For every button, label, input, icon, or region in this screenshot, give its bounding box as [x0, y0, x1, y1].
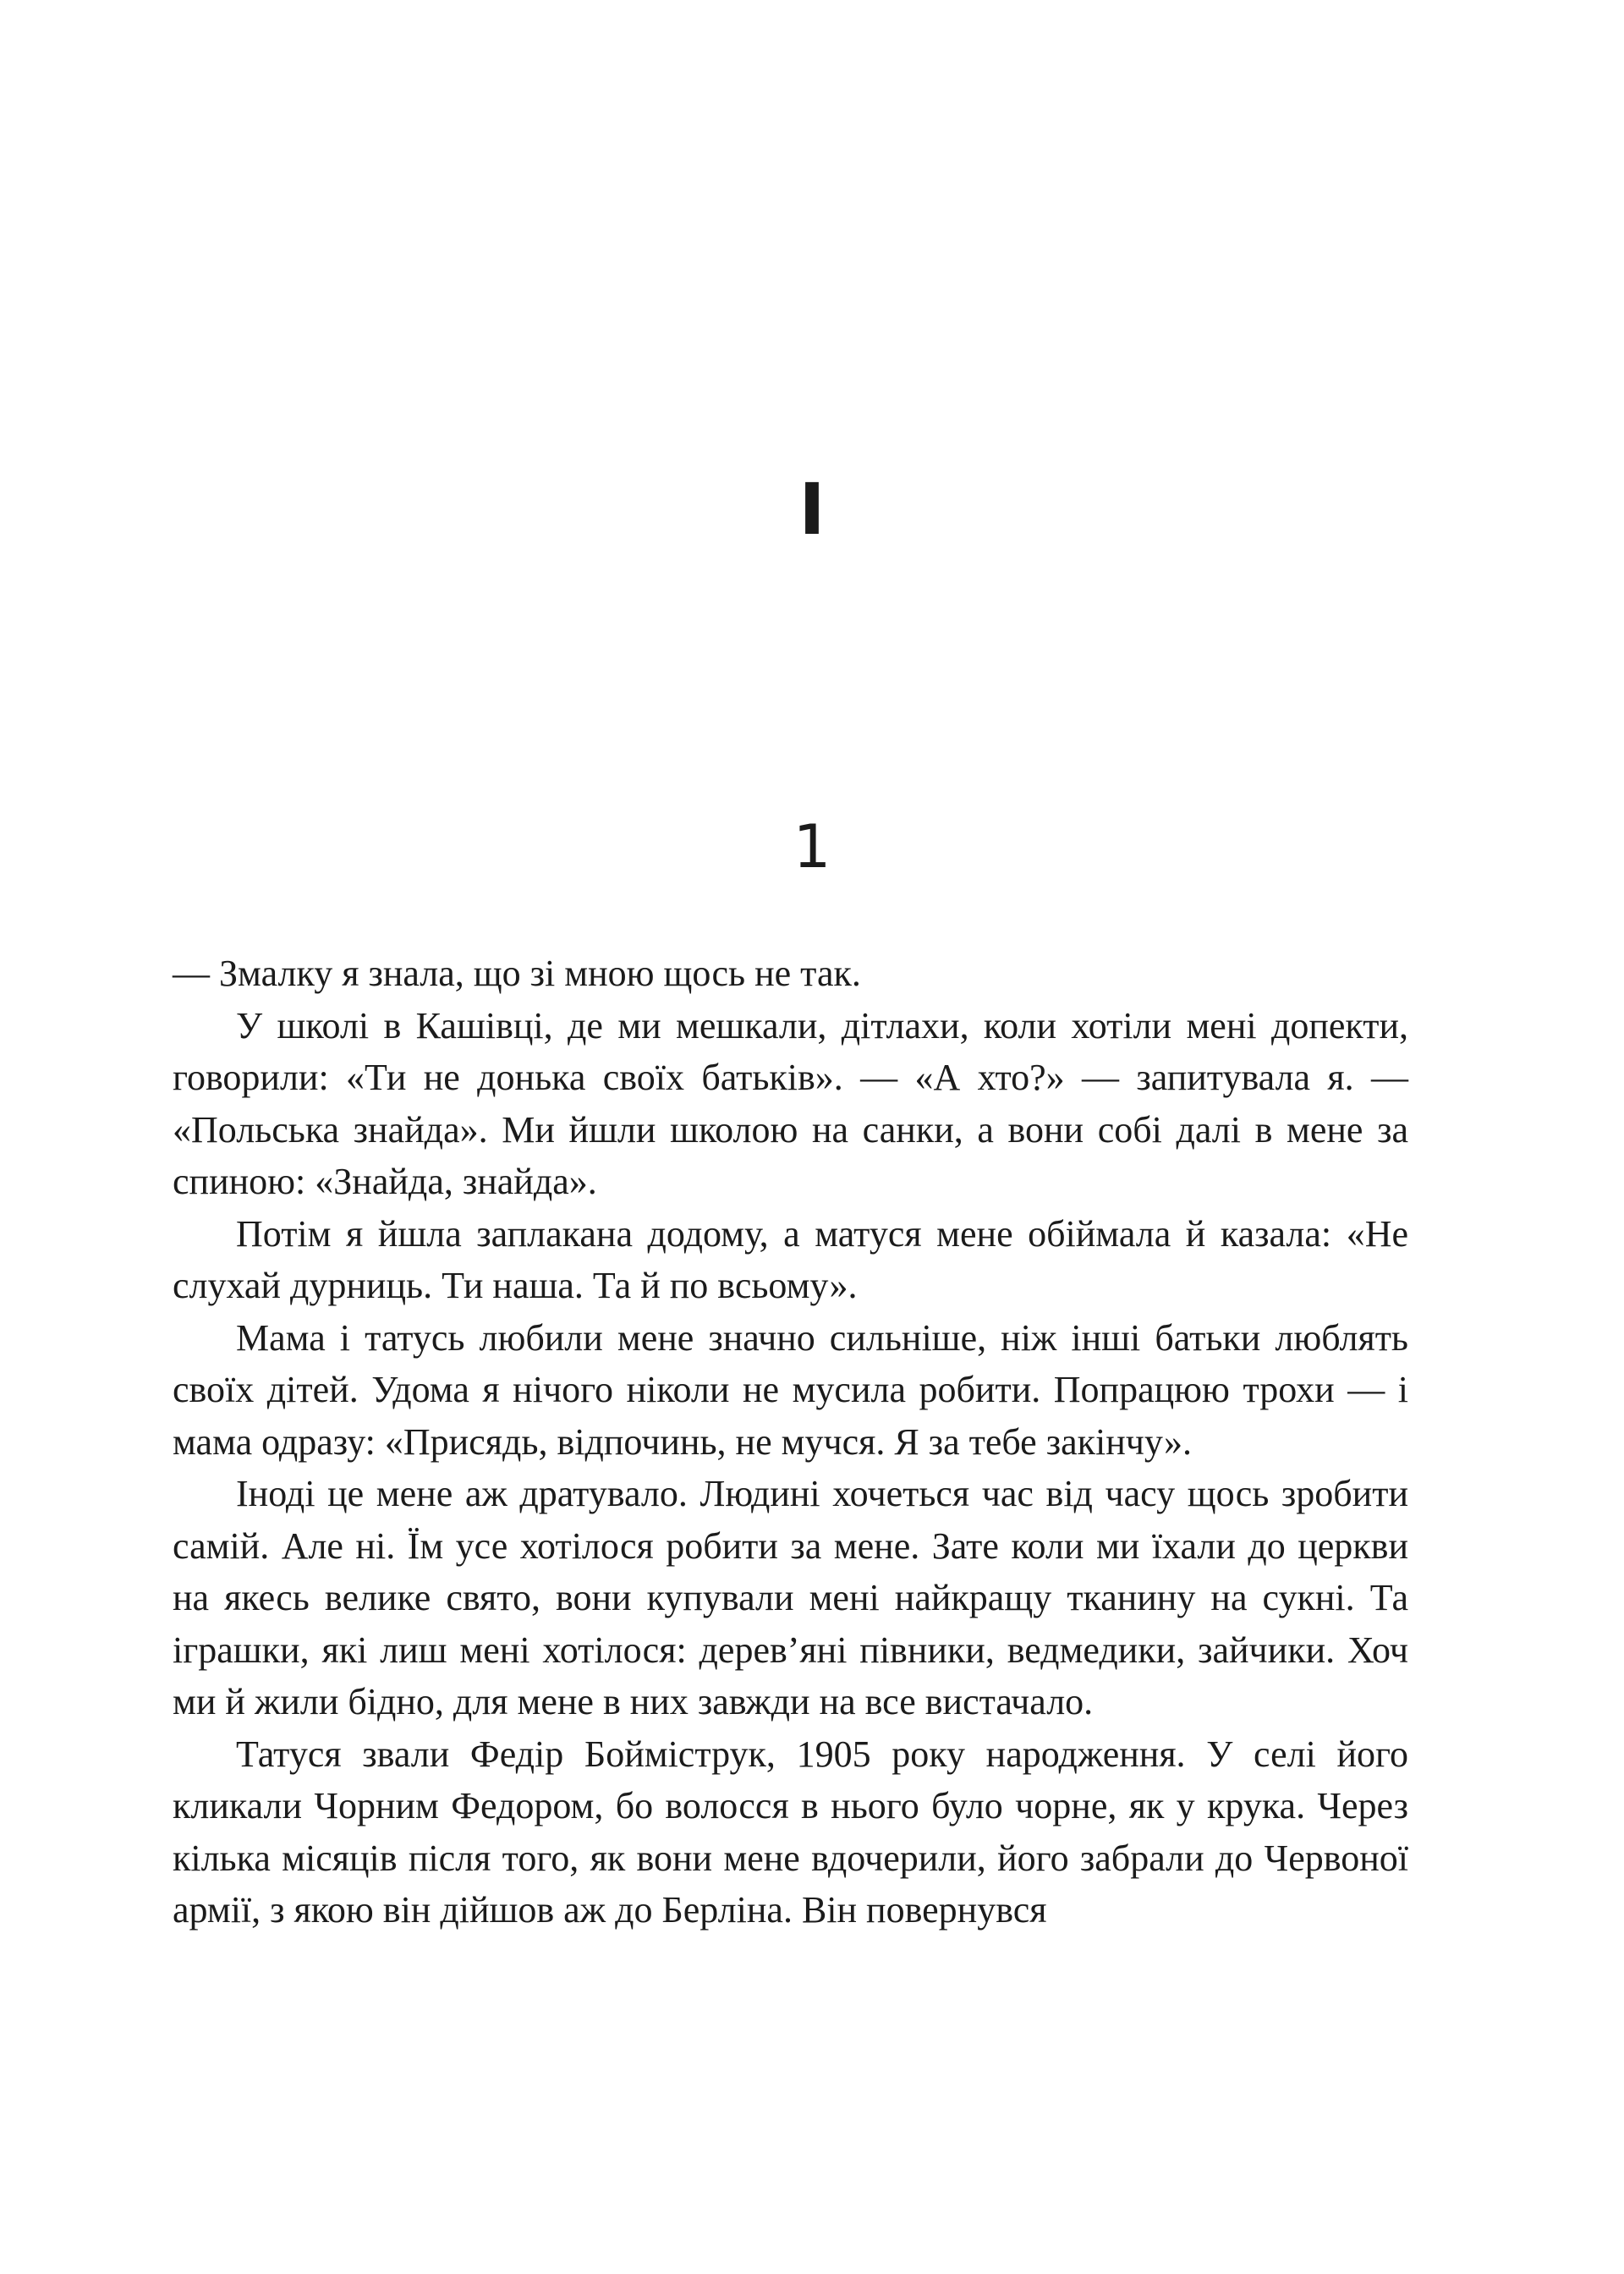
chapter-heading: 1: [793, 812, 831, 882]
paragraph-6: Татуся звали Федір Бойміструк, 1905 року народження. У селі його кликали Чорним Федором, бо волосся в нього було чорне, як у крука. Через кілька місяців після того, як вони мене вдочерили, його забрали до Червоної армії, з якою він дійшов аж до Берліна. Він повернувся: [173, 1733, 1408, 1931]
paragraph-2: У школі в Кашівці, де ми мешкали, дітлахи, коли хотіли мені допекти, говорили: «Ти не донька своїх батьків». — «А хто?» — запитувала я. — «Польська знайда». Ми йшли школою на санки, а вони собі далі в мене за спиною: «Знайда, знайда».: [173, 1004, 1408, 1202]
part-heading: I: [798, 468, 826, 551]
body-text: [173, 948, 1408, 1936]
paragraph-4: Мама і татусь любили мене значно сильніше, ніж інші батьки люблять своїх дітей. Удома я нічого ніколи не мусила робити. Попрацюю трохи — і мама одразу: «Присядь, відпочинь, не мучся. Я за тебе закінчу».: [173, 1316, 1408, 1463]
paragraph-1: — Змалку я знала, що зі мною щось не так.: [173, 953, 861, 994]
paragraph-3: Потім я йшла заплакана додому, а матуся мене обіймала й казала: «Не слухай дурниць. Ти наша. Та й по всьому».: [173, 1212, 1408, 1306]
paragraph-5: Іноді це мене аж дратувало. Людині хочеться час від часу щось зробити самій. Але ні. Їм усе хотілося робити за мене. Зате коли ми їхали до церкви на якесь велике свято, вони купували мені найкращу тканину на сукні. Та іграшки, які лиш мені хотілося: дерев’яні півники, ведмедики, зайчики. Хоч ми й жили бідно, для мене в них завжди на все вистачало.: [173, 1473, 1408, 1722]
